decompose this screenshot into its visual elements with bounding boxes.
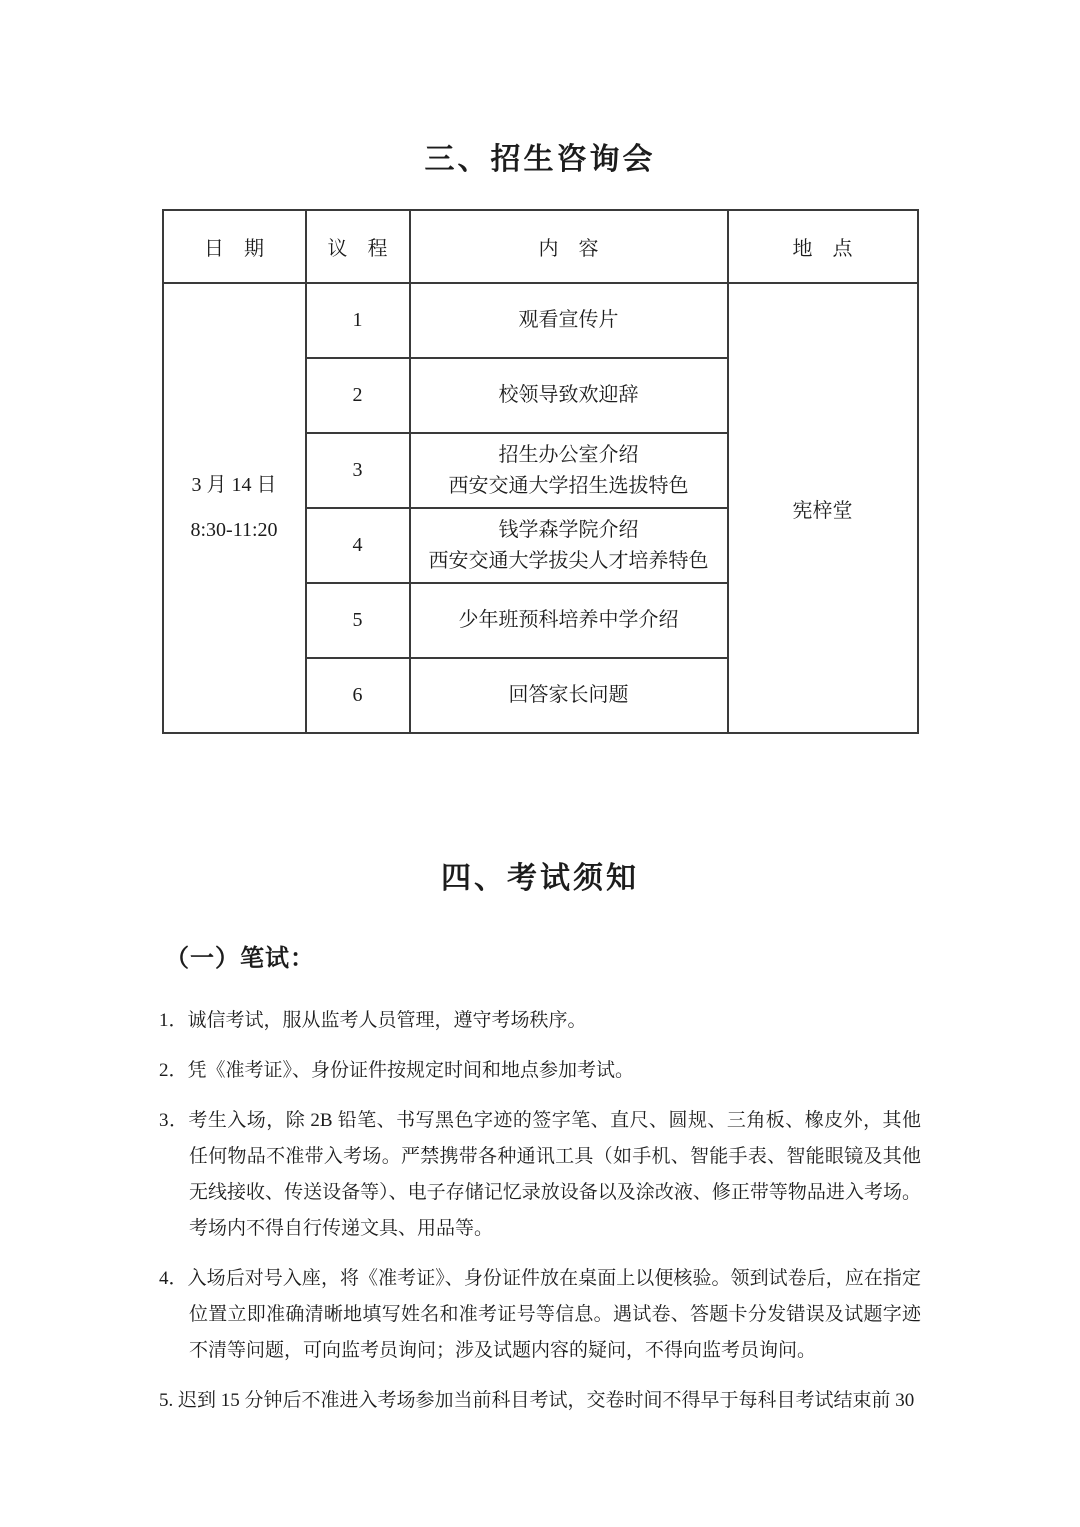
column-header-location: 地 点 — [728, 210, 918, 283]
agenda-content-line: 招生办公室介绍 — [498, 443, 639, 466]
agenda-content-line: 钱学森学院介绍 — [498, 518, 639, 541]
agenda-number-cell: 1 — [306, 283, 410, 358]
note-item: 5. 迟到 15 分钟后不准进入考场参加当前科目考试，交卷时间不得早于每科目考试结束前 30 — [159, 1390, 915, 1411]
exam-notes-list — [159, 1003, 921, 1419]
note-item: 3．考生入场，除 2B 铅笔、书写黑色字迹的签字笔、直尺、圆规、三角板、橡皮外，其他任何物品不准带入考场。严禁携带各种通讯工具（如手机、智能手表、智能眼镜及其他无线接收、传送设备等）、电子存储记忆录放设备以及涂改液、修正带等物品进入考场。考场内不得自行传递文具、用品等。 — [159, 1110, 921, 1239]
location-cell: 宪梓堂 — [728, 283, 918, 733]
agenda-content-line: 西安交通大学招生选拔特色 — [448, 474, 689, 497]
column-header-content: 内 容 — [410, 210, 728, 283]
agenda-content-cell — [410, 583, 728, 658]
agenda-content-line: 观看宣传片 — [518, 309, 619, 331]
agenda-number-cell: 5 — [306, 583, 410, 658]
agenda-content-cell — [410, 658, 728, 733]
event-date: 3 月 14 日 — [191, 474, 277, 496]
agenda-content-line: 校领导致欢迎辞 — [498, 384, 639, 406]
column-header-date: 日 期 — [163, 210, 306, 283]
table-row — [163, 283, 918, 358]
section-title-exam-notes: 四、考试须知 — [441, 862, 639, 895]
agenda-content-cell — [410, 508, 728, 583]
subsection-title-written-exam: （一）笔试： — [165, 946, 315, 972]
agenda-number-cell: 6 — [306, 658, 410, 733]
page-content — [159, 0, 921, 1419]
agenda-content-line: 西安交通大学拔尖人才培养特色 — [428, 549, 709, 572]
agenda-content-cell — [410, 433, 728, 508]
note-item: 4．入场后对号入座，将《准考证》、身份证件放在桌面上以便核验。领到试卷后，应在指定位置立即准确清晰地填写姓名和准考证号等信息。遇试卷、答题卡分发错误及试题字迹不清等问题，可向监考员询问；涉及试题内容的疑问，不得向监考员询问。 — [159, 1268, 921, 1361]
note-item: 1．诚信考试，服从监考人员管理，遵守考场秩序。 — [159, 1010, 587, 1031]
agenda-number-cell: 3 — [306, 433, 410, 508]
agenda-content-line: 回答家长问题 — [508, 684, 629, 706]
note-item: 2．凭《准考证》、身份证件按规定时间和地点参加考试。 — [159, 1060, 635, 1081]
event-time: 8:30-11:20 — [190, 519, 278, 541]
column-header-agenda: 议 程 — [306, 210, 410, 283]
table-header-row — [163, 210, 918, 283]
agenda-content-cell — [410, 283, 728, 358]
section-title-consultation: 三、招生咨询会 — [424, 143, 656, 176]
agenda-content-cell — [410, 358, 728, 433]
consultation-agenda-table — [162, 209, 919, 734]
agenda-content-line: 少年班预科培养中学介绍 — [458, 609, 679, 631]
date-cell — [163, 283, 306, 733]
agenda-number-cell: 2 — [306, 358, 410, 433]
agenda-number-cell: 4 — [306, 508, 410, 583]
